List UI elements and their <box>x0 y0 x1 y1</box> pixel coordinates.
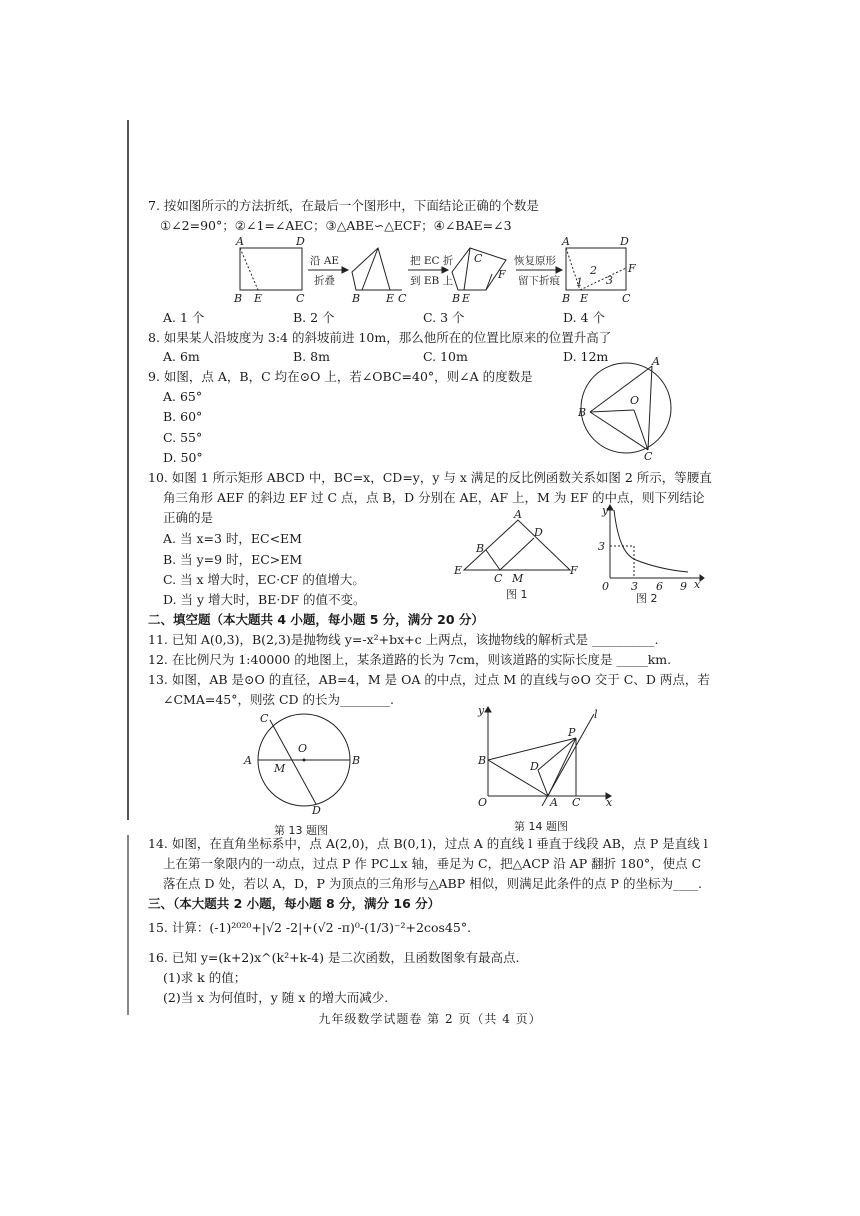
q10-figure-1 <box>452 508 582 604</box>
svg-text:E: E <box>254 292 263 305</box>
q16-line1: 16. 已知 y=(k+2)x^(k²+k-4) 是二次函数，且函数图象有最高点. <box>148 950 520 965</box>
svg-text:A: A <box>236 235 244 248</box>
svg-text:B: B <box>476 542 485 555</box>
svg-text:3: 3 <box>631 580 638 593</box>
svg-text:O: O <box>478 796 488 809</box>
svg-text:B: B <box>478 754 487 767</box>
svg-text:3: 3 <box>598 540 605 553</box>
svg-text:y: y <box>602 504 609 517</box>
svg-text:D: D <box>534 526 543 539</box>
q7-stem: 7. 按如图所示的方法折纸，在最后一个图形中，下面结论正确的个数是 <box>148 198 539 213</box>
svg-text:M: M <box>274 762 286 775</box>
svg-text:C: C <box>644 450 653 462</box>
q13-line2: ∠CMA=45°，则弦 CD 的长为________. <box>163 692 395 707</box>
svg-text:O: O <box>630 394 640 407</box>
q7-arrow3-bottom: 留下折痕 <box>518 275 560 287</box>
svg-text:A: A <box>562 235 570 248</box>
q10-option-c: C. 当 x 增大时，EC·CF 的值增大。 <box>163 572 365 587</box>
q7-arrow2-bottom: 到 EB 上 <box>410 275 454 287</box>
q7-option-b: B. 2 个 <box>293 310 335 325</box>
svg-text:C: C <box>494 572 503 585</box>
q12-text: 12. 在比例尺为 1:40000 的地图上，某条道路的长为 7cm，则该道路的实际长度是 _____km. <box>148 652 672 667</box>
svg-text:E: E <box>580 292 589 305</box>
svg-text:F: F <box>570 564 578 577</box>
section-3-heading: 三、（本大题共 2 小题，每小题 8 分，满分 16 分） <box>148 896 441 911</box>
q8-stem: 8. 如果某人沿坡度为 3:4 的斜坡前进 10m，那么他所在的位置比原来的位置升高了 <box>148 330 612 345</box>
svg-text:1: 1 <box>576 276 583 289</box>
q14-line3: 落在点 D 处，若以 A，D，P 为顶点的三角形与△ABP 相似，则满足此条件的点 P 的坐标为____. <box>163 876 702 891</box>
svg-text:F: F <box>628 262 636 275</box>
svg-text:B: B <box>234 292 243 305</box>
q8-option-d: D. 12m <box>563 349 609 364</box>
q10-option-b: B. 当 y=9 时，EC>EM <box>163 552 303 567</box>
q10-figure-2 <box>596 504 706 604</box>
svg-text:E: E <box>462 292 471 305</box>
svg-text:C: C <box>398 292 407 305</box>
q7-folding-figure <box>230 234 650 306</box>
q7-option-d: D. 4 个 <box>563 310 605 325</box>
q14-line1: 14. 如图，在直角坐标系中，点 A(2,0)，点 B(0,1)，过点 A 的直线 l 垂直于线段 AB，点 P 是直线 l <box>148 836 708 851</box>
q9-option-b: B. 60° <box>163 409 203 424</box>
svg-text:C: C <box>474 252 483 265</box>
svg-text:A: A <box>514 508 522 521</box>
svg-text:D: D <box>620 235 629 248</box>
q8-option-b: B. 8m <box>293 349 330 364</box>
svg-text:3: 3 <box>606 274 613 287</box>
q13-line1: 13. 如图，AB 是⊙O 的直径，AB=4，M 是 OA 的中点，过点 M 的直线与⊙O 交于 C、D 两点，若 <box>148 672 710 687</box>
q7-arrow1-bottom: 折叠 <box>314 275 335 287</box>
q14-caption: 第 14 题图 <box>514 820 568 833</box>
q10-fig2-caption: 图 2 <box>636 592 658 604</box>
q13-caption: 第 13 题图 <box>274 824 328 837</box>
svg-text:A: A <box>244 754 252 767</box>
q10-stem-line2: 角三角形 AEF 的斜边 EF 过 C 点，点 B，D 分别在 AE，AF 上，M 为 EF 的中点，则下列结论 <box>163 490 705 505</box>
svg-text:D: D <box>530 760 539 773</box>
q10-option-a: A. 当 x=3 时，EC<EM <box>163 531 302 546</box>
binding-margin-line <box>127 120 129 820</box>
q9-option-d: D. 50° <box>163 450 203 465</box>
q16-line3: (2)当 x 为何值时，y 随 x 的增大而减少. <box>163 990 389 1005</box>
svg-text:B: B <box>562 292 571 305</box>
q7-option-c: C. 3 个 <box>423 310 465 325</box>
svg-text:F: F <box>498 268 506 281</box>
svg-text:9: 9 <box>680 580 687 593</box>
q16-line2: (1)求 k 的值； <box>163 970 247 985</box>
q7-arrow3-top: 恢复原形 <box>514 255 556 267</box>
q8-option-a: A. 6m <box>163 349 200 364</box>
q14-coordinate-figure <box>468 704 618 838</box>
q9-stem: 9. 如图，点 A，B，C 均在⊙O 上，若∠OBC=40°，则∠A 的度数是 <box>148 369 533 384</box>
svg-text:O: O <box>298 742 308 755</box>
q9-option-c: C. 55° <box>163 430 203 445</box>
svg-text:D: D <box>296 235 305 248</box>
svg-text:B: B <box>452 292 461 305</box>
svg-text:C: C <box>572 796 581 809</box>
svg-text:C: C <box>260 712 269 725</box>
q9-circle-figure <box>576 356 676 462</box>
svg-text:M: M <box>512 572 524 585</box>
q7-conditions: ①∠2=90°；②∠1=∠AEC；③△ABE∽△ECF；④∠BAE=∠3 <box>160 218 512 233</box>
q11-text: 11. 已知 A(0,3)，B(2,3)是抛物线 y=-x²+bx+c 上两点，该抛物线的解析式是 __________. <box>148 632 659 647</box>
svg-text:A: A <box>550 796 558 809</box>
svg-text:D: D <box>312 804 321 817</box>
section-2-heading: 二、填空题（本大题共 4 小题，每小题 5 分，满分 20 分） <box>148 612 484 627</box>
svg-text:y: y <box>478 704 485 717</box>
svg-text:6: 6 <box>656 580 663 593</box>
q10-option-d: D. 当 y 增大时，BE·DF 的值不变。 <box>163 592 366 607</box>
q8-option-c: C. 10m <box>423 349 468 364</box>
svg-text:B: B <box>352 292 361 305</box>
svg-text:l: l <box>594 708 598 721</box>
q13-circle-figure <box>240 712 370 838</box>
binding-margin-line-lower <box>127 835 129 1015</box>
svg-text:C: C <box>622 292 631 305</box>
q9-option-a: A. 65° <box>163 389 203 404</box>
svg-text:x: x <box>694 578 701 591</box>
svg-text:A: A <box>652 356 660 368</box>
svg-text:B: B <box>578 406 587 419</box>
svg-text:E: E <box>386 292 395 305</box>
q10-fig1-caption: 图 1 <box>506 588 528 601</box>
q15-text: 15. 计算：(-1)²⁰²⁰+|√2 -2|+(√2 -π)⁰-(1/3)⁻²+2cos45°. <box>148 920 472 935</box>
q14-line2: 上在第一象限内的一动点，过点 P 作 PC⊥x 轴，垂足为 C，把△ACP 沿 AP 翻折 180°，使点 C <box>163 856 702 871</box>
q7-arrow1-top: 沿 AE <box>310 255 340 267</box>
q10-stem-line3: 正确的是 <box>163 510 214 525</box>
q7-arrow2-top: 把 EC 折 <box>410 255 454 267</box>
page-footer: 九年级数学试题卷 第 2 页（共 4 页） <box>318 1012 542 1026</box>
svg-text:P: P <box>568 726 576 739</box>
svg-text:E: E <box>454 564 463 577</box>
svg-text:0: 0 <box>602 580 609 593</box>
svg-text:x: x <box>606 796 613 809</box>
q10-stem-line1: 10. 如图 1 所示矩形 ABCD 中，BC=x，CD=y，y 与 x 满足的反比例函数关系如图 2 所示，等腰直 <box>148 470 712 485</box>
q7-option-a: A. 1 个 <box>163 310 205 325</box>
svg-text:B: B <box>352 754 361 767</box>
svg-text:C: C <box>296 292 305 305</box>
svg-text:2: 2 <box>590 264 597 277</box>
